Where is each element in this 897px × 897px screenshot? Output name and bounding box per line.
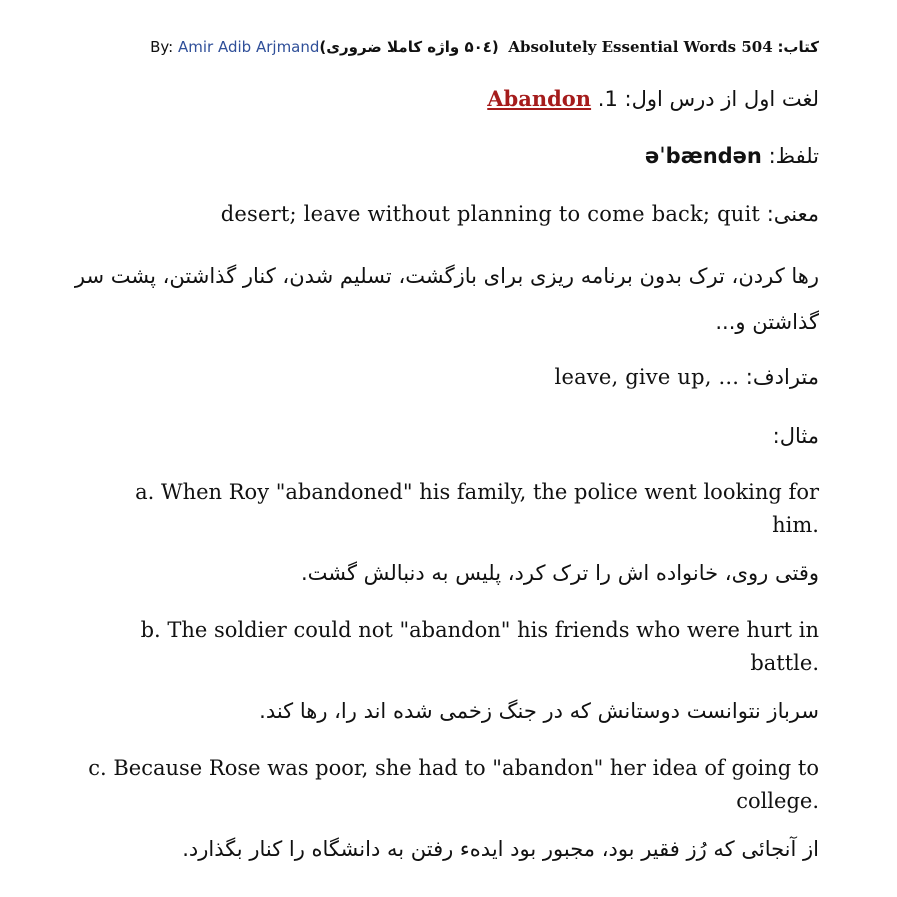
by-label: By: (150, 38, 174, 56)
pronunciation-label: تلفظ: (768, 144, 819, 168)
lesson-intro: لغت اول از درس اول: 1. (597, 87, 819, 111)
pronunciation-line (645, 144, 819, 168)
book-label: کتاب: (777, 38, 819, 56)
example-b-english: b. The soldier could not "abandon" his friends who were hurt in battle. (140, 618, 819, 675)
example-b-persian: سرباز نتوانست دوستانش که در جنگ زخمی شده اند را، رها کند. (259, 699, 819, 723)
author-name: Amir Adib Arjmand (178, 38, 320, 56)
book-english-title: Absolutely Essential Words 504 (508, 38, 773, 56)
persian-meaning: رها کردن، ترک بدون برنامه ریزی برای بازگشت، تسلیم شدن، کنار گذاشتن، پشت سر گذاشتن و... (74, 264, 819, 334)
lesson-intro-line (487, 86, 819, 111)
example-a-english: a. When Roy "abandoned" his family, the police went looking for him. (135, 480, 819, 537)
synonyms-line (555, 365, 819, 389)
document-header (150, 38, 819, 56)
example-c-persian: از آنجائی که رُز فقیر بود، مجبور بود ایدهء رفتن به دانشگاه را کنار بگذارد. (182, 837, 819, 861)
meaning-line (221, 202, 819, 226)
meaning-english: desert; leave without planning to come back; quit (220, 202, 761, 226)
synonyms-label: مترادف: (745, 365, 819, 389)
book-persian-title: (۵۰٤ واژه کاملا ضروری) (319, 38, 499, 56)
example-c-english: c. Because Rose was poor, she had to "abandon" her idea of going to college. (88, 756, 819, 813)
pronunciation-ipa: əˈbændən (644, 144, 762, 168)
example-a-persian: وقتی روی، خانواده اش را ترک کرد، پلیس به دنبالش گشت. (300, 561, 819, 585)
vocabulary-word-link[interactable]: Abandon (487, 86, 592, 111)
examples-label: مثال: (772, 424, 819, 448)
meaning-label: معنی: (766, 202, 819, 226)
synonyms-value: leave, give up, ... (554, 365, 740, 389)
